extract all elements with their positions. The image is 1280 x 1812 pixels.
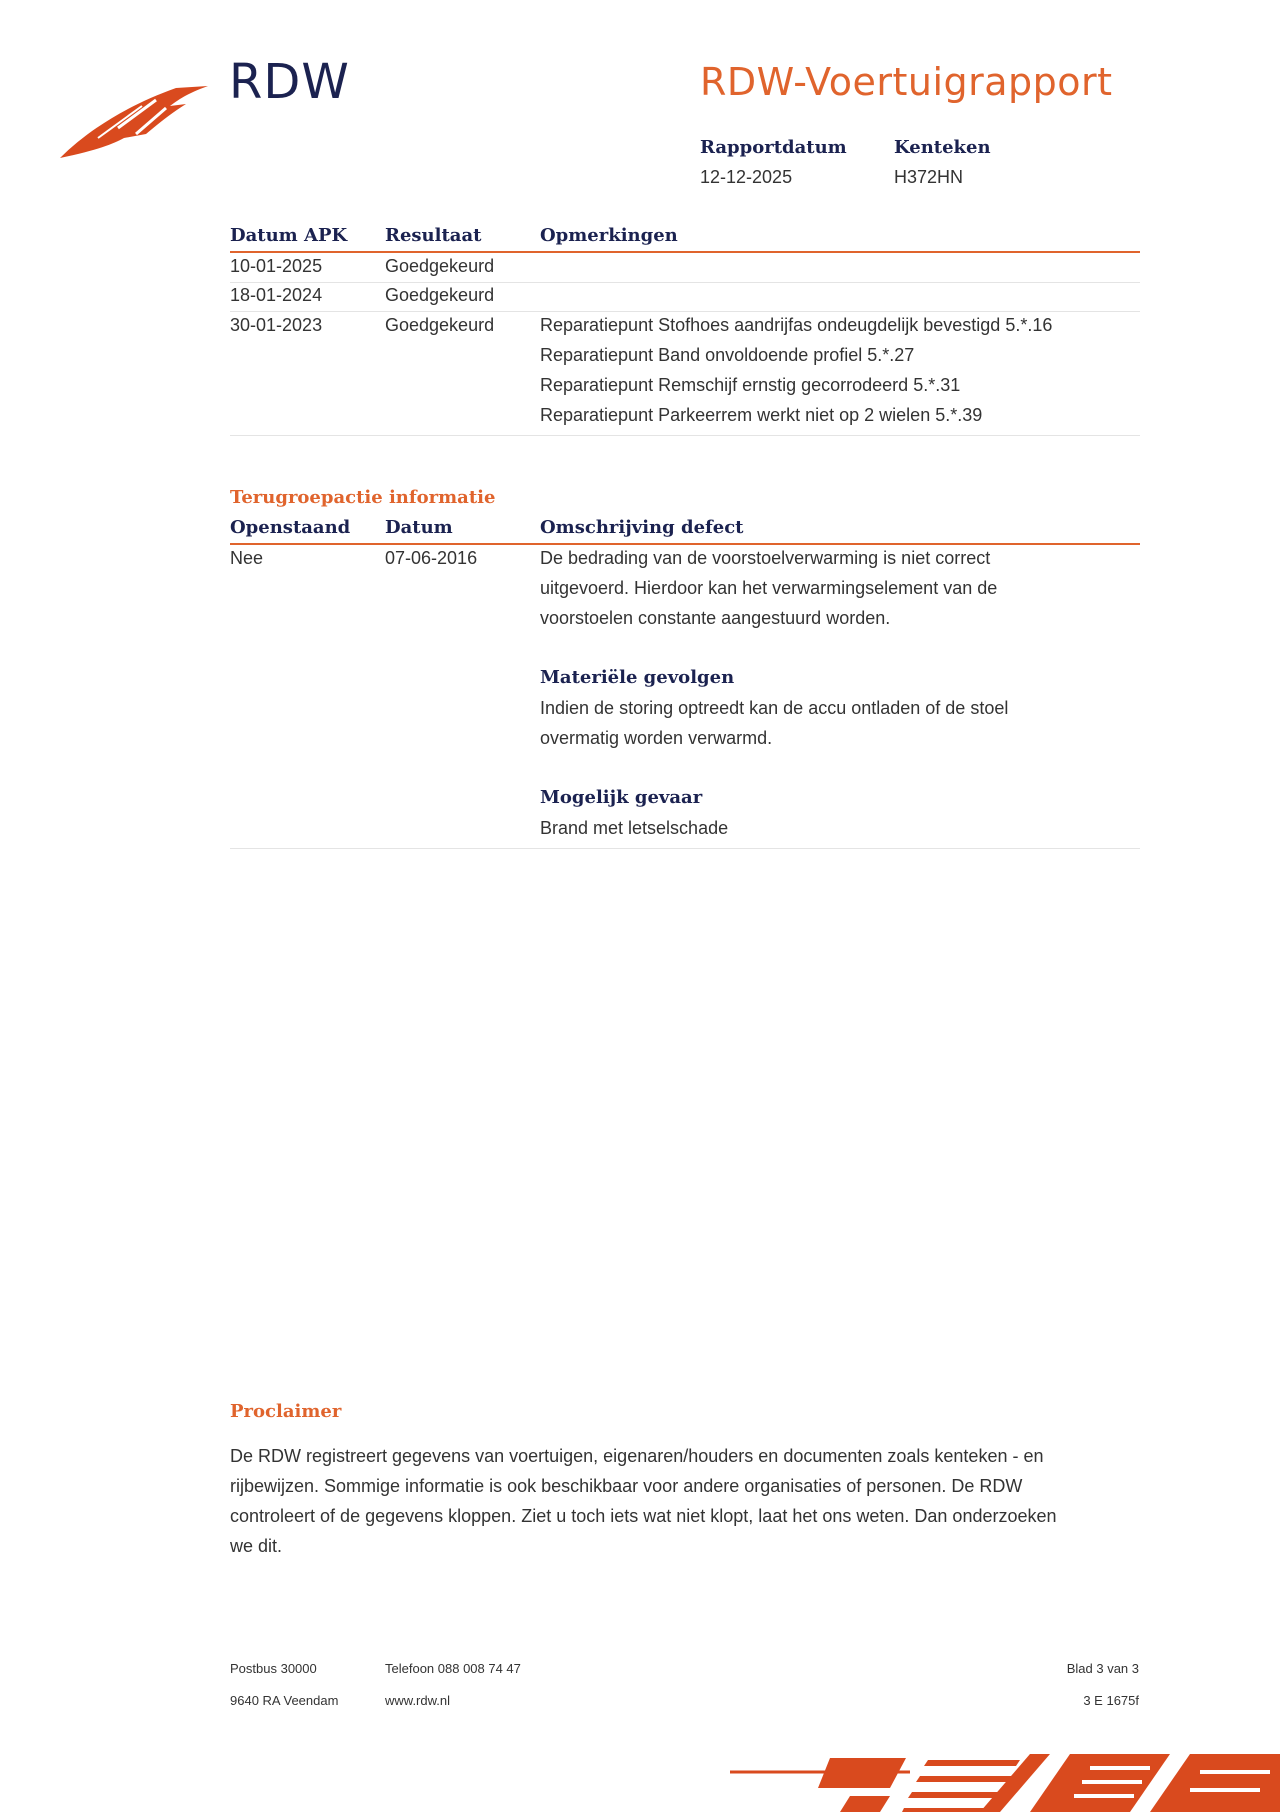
footer-website[interactable]: www.rdw.nl [385,1693,451,1708]
footer-code: 3 E 1675f [1083,1693,1139,1708]
apk-opmerking: Reparatiepunt Parkeerrem werkt niet op 2 wielen 5.*.39 [540,405,983,425]
rapportdatum-value: 12-12-2025 [700,167,793,187]
footer-page-number: Blad 3 van 3 [1066,1661,1139,1676]
recall-omschrijving-line: De bedrading van de voorstoelverwarming is niet correct [540,548,991,568]
rdw-feather-logo-icon [58,80,208,160]
recall-openstaand: Nee [230,548,264,568]
materiele-gevolgen-line: Indien de storing optreedt kan de accu ontladen of de stoel [540,698,1009,718]
proclaimer-line: controleert of de gegevens kloppen. Ziet u toch iets wat niet klopt, laat het ons weten. Dan onderzoeken [230,1506,1057,1526]
apk-opmerking: Reparatiepunt Remschijf ernstig gecorrodeerd 5.*.31 [540,375,961,395]
report-title: RDW-Voertuigrapport [700,60,1113,104]
footer-telefoon: Telefoon 088 008 74 47 [385,1661,521,1676]
apk-datum: 10-01-2025 [230,256,323,276]
proclaimer-line: we dit. [230,1536,283,1556]
apk-resultaat: Goedgekeurd [385,315,495,335]
apk-datum: 18-01-2024 [230,285,323,305]
footer-plaats: 9640 RA Veendam [230,1693,339,1708]
row-divider [230,848,1140,849]
kenteken-value: H372HN [894,167,964,187]
logo-text: RDW [229,54,350,110]
footer-postbus: Postbus 30000 [230,1661,317,1676]
recall-header-rule [230,543,1140,545]
recall-section-title: Terugroepactie informatie [230,487,496,508]
proclaimer-line: rijbewijzen. Sommige informatie is ook beschikbaar voor andere organisaties of personen. De RDW [230,1476,1023,1496]
mogelijk-gevaar-title: Mogelijk gevaar [540,787,703,808]
recall-col-datum: Datum [385,517,453,538]
mogelijk-gevaar-text: Brand met letselschade [540,818,729,838]
recall-datum: 07-06-2016 [385,548,478,568]
apk-col-opmerkingen: Opmerkingen [540,225,678,246]
row-divider [230,282,1140,283]
apk-opmerking: Reparatiepunt Stofhoes aandrijfas ondeugdelijk bevestigd 5.*.16 [540,315,1053,335]
recall-omschrijving-line: uitgevoerd. Hierdoor kan het verwarmingselement van de [540,578,998,598]
proclaimer-line: De RDW registreert gegevens van voertuigen, eigenaren/houders en documenten zoals kenteken - en [230,1446,1044,1466]
recall-col-openstaand: Openstaand [230,517,351,538]
apk-datum: 30-01-2023 [230,315,323,335]
recall-col-omschrijving: Omschrijving defect [540,517,744,538]
rapportdatum-label: Rapportdatum [700,137,847,158]
apk-resultaat: Goedgekeurd [385,256,495,276]
rdw-stripes-icon [730,1744,1280,1812]
apk-header-rule [230,251,1140,253]
row-divider [230,435,1140,436]
apk-resultaat: Goedgekeurd [385,285,495,305]
apk-opmerking: Reparatiepunt Band onvoldoende profiel 5.*.27 [540,345,915,365]
row-divider [230,311,1140,312]
proclaimer-title: Proclaimer [230,1401,342,1422]
apk-col-datum: Datum APK [230,225,348,246]
recall-omschrijving-line: voorstoelen constante aangestuurd worden. [540,608,891,628]
materiele-gevolgen-title: Materiële gevolgen [540,667,735,688]
materiele-gevolgen-line: overmatig worden verwarmd. [540,728,773,748]
kenteken-label: Kenteken [894,137,991,158]
apk-col-resultaat: Resultaat [385,225,482,246]
